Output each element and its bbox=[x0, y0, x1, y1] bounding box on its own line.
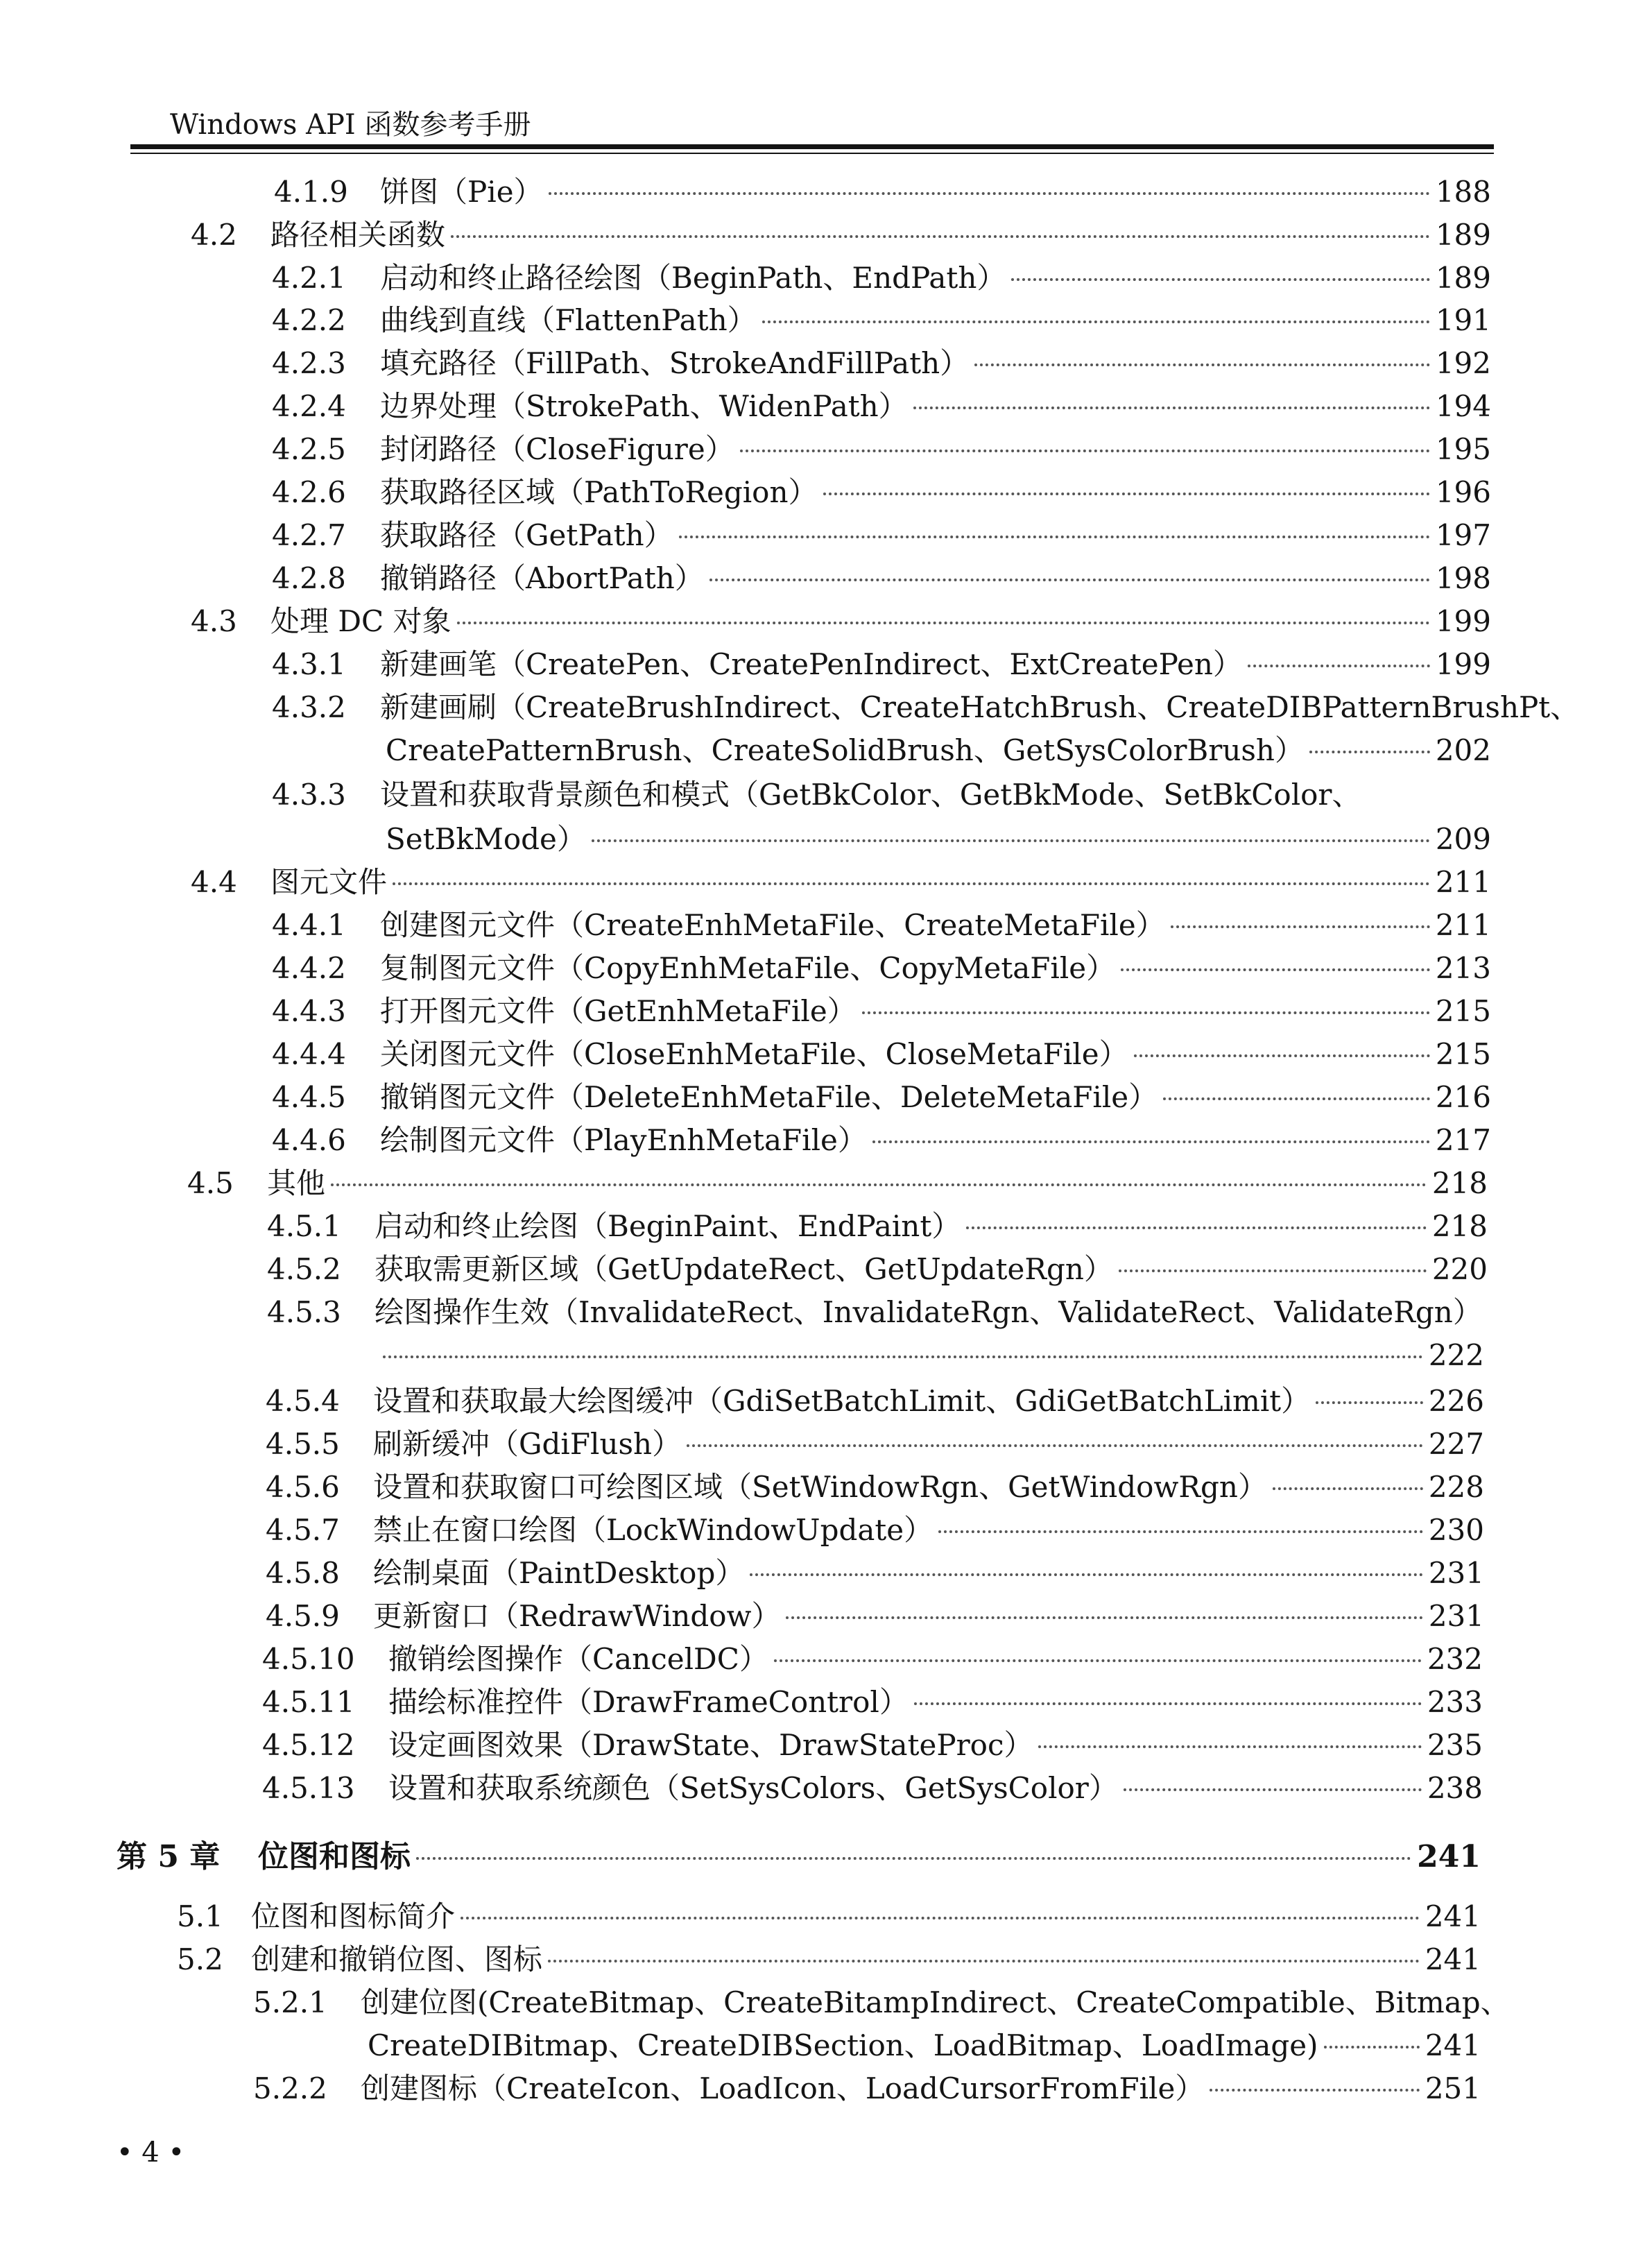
dot-leader bbox=[872, 1140, 1430, 1143]
section-number: 5.2 bbox=[177, 1942, 223, 1976]
section-number: 4.2.7 bbox=[272, 518, 346, 552]
section-title: 饼图（Pie） bbox=[380, 175, 543, 209]
section-title: 关闭图元文件（CloseEnhMetaFile、CloseMetaFile） bbox=[380, 1037, 1128, 1071]
toc-entry bbox=[274, 172, 1491, 212]
chapter-heading bbox=[117, 1837, 1481, 1877]
section-title: 设定画图效果（DrawState、DrawStateProc） bbox=[388, 1728, 1033, 1762]
page-reference: 231 bbox=[1428, 1556, 1484, 1590]
toc-entry bbox=[272, 1077, 1491, 1118]
toc-entry bbox=[272, 1120, 1491, 1161]
page-reference: 188 bbox=[1435, 175, 1491, 209]
section-title: 新建画笔（CreatePen、CreatePenIndirect、ExtCreatePen） bbox=[380, 647, 1242, 681]
dot-leader bbox=[549, 192, 1430, 195]
dot-leader bbox=[709, 579, 1430, 581]
section-title: 图元文件 bbox=[270, 865, 388, 899]
toc-entry bbox=[177, 1940, 1481, 1980]
toc-entry bbox=[266, 1553, 1484, 1593]
dot-leader bbox=[1038, 1745, 1421, 1748]
dot-leader bbox=[774, 1659, 1422, 1662]
running-header: Windows API 函数参考手册 bbox=[170, 109, 531, 141]
section-title: 设置和获取最大绘图缓冲（GdiSetBatchLimit、GdiGetBatchLimit） bbox=[373, 1384, 1311, 1418]
section-title: 获取路径（GetPath） bbox=[380, 518, 673, 552]
dot-leader bbox=[966, 1226, 1427, 1229]
toc-entry bbox=[253, 1983, 1510, 2023]
section-number: 4.5.4 bbox=[266, 1384, 340, 1418]
page-reference: 209 bbox=[1435, 822, 1491, 856]
page-reference: 231 bbox=[1428, 1599, 1484, 1633]
dot-leader bbox=[461, 1917, 1420, 1919]
section-number: 4.5.12 bbox=[262, 1728, 355, 1762]
toc-entry bbox=[267, 1249, 1488, 1290]
dot-leader bbox=[1124, 1788, 1422, 1791]
dot-leader bbox=[548, 1960, 1420, 1962]
page-reference: 228 bbox=[1428, 1470, 1484, 1504]
dot-leader bbox=[1210, 2089, 1420, 2092]
page-reference: 189 bbox=[1435, 218, 1491, 252]
page-reference: 241 bbox=[1425, 2028, 1481, 2062]
page-reference: 191 bbox=[1435, 303, 1491, 337]
toc-entry bbox=[272, 905, 1491, 946]
dot-leader bbox=[974, 363, 1430, 366]
section-number: 4.4.3 bbox=[272, 994, 346, 1028]
dot-leader bbox=[1309, 751, 1430, 753]
page-reference: 195 bbox=[1435, 432, 1491, 466]
section-title: 处理 DC 对象 bbox=[270, 604, 451, 638]
dot-leader bbox=[1171, 925, 1430, 928]
toc-entry bbox=[266, 1596, 1484, 1636]
dot-leader bbox=[1248, 665, 1430, 667]
page-reference: 211 bbox=[1435, 865, 1491, 899]
toc-entry bbox=[177, 1897, 1481, 1937]
section-title: 填充路径（FillPath、StrokeAndFillPath） bbox=[380, 346, 970, 380]
section-title: 其他 bbox=[267, 1166, 326, 1200]
section-number: 4.4.6 bbox=[272, 1123, 346, 1157]
toc-entry bbox=[272, 991, 1491, 1032]
dot-leader bbox=[823, 493, 1430, 495]
page-reference: 232 bbox=[1427, 1642, 1483, 1676]
section-number: 4.2.3 bbox=[272, 346, 346, 380]
toc-entry bbox=[272, 644, 1491, 685]
section-number: 4.5.6 bbox=[266, 1470, 340, 1504]
dot-leader bbox=[1134, 1054, 1430, 1057]
page-number: • 4 • bbox=[117, 2137, 185, 2169]
toc-entry bbox=[266, 1424, 1484, 1464]
section-number: 4.5.3 bbox=[267, 1295, 341, 1329]
section-number: 4.2.6 bbox=[272, 475, 346, 509]
toc-entry bbox=[272, 472, 1491, 513]
section-number: 4.2.2 bbox=[272, 303, 346, 337]
page-reference: 218 bbox=[1431, 1166, 1488, 1200]
toc-entry bbox=[272, 429, 1491, 470]
toc-entry bbox=[272, 515, 1491, 556]
dot-leader bbox=[457, 622, 1430, 624]
page-reference: 199 bbox=[1435, 647, 1491, 681]
dot-leader bbox=[1324, 2046, 1420, 2049]
section-number: 第 5 章 bbox=[117, 1839, 221, 1874]
section-number: 4.5.13 bbox=[262, 1771, 355, 1805]
page-reference: 241 bbox=[1417, 1839, 1481, 1874]
toc-entry bbox=[191, 215, 1491, 255]
section-number: 4.4.1 bbox=[272, 908, 346, 942]
section-number: 4.3 bbox=[191, 604, 237, 638]
section-number: 4.4.2 bbox=[272, 951, 346, 985]
dot-leader bbox=[938, 1530, 1423, 1533]
section-title: 位图和图标 bbox=[258, 1839, 411, 1874]
dot-leader bbox=[1011, 278, 1429, 281]
toc-entry bbox=[266, 1467, 1484, 1507]
page-reference: 196 bbox=[1435, 475, 1491, 509]
page-reference: 251 bbox=[1425, 2071, 1481, 2105]
section-title: 绘图操作生效（InvalidateRect、InvalidateRgn、ValidateRect、ValidateRgn） bbox=[375, 1295, 1482, 1329]
toc-entry bbox=[272, 1034, 1491, 1075]
toc-entry bbox=[272, 300, 1491, 341]
dot-leader bbox=[331, 1183, 1427, 1186]
section-number: 4.3.1 bbox=[272, 647, 346, 681]
dot-leader bbox=[383, 1355, 1423, 1358]
section-title: 设置和获取窗口可绘图区域（SetWindowRgn、GetWindowRgn） bbox=[373, 1470, 1267, 1504]
section-title: 新建画刷（CreateBrushIndirect、CreateHatchBrush、CreateDIBPatternBrushPt、 bbox=[380, 690, 1580, 724]
section-number: 5.2.2 bbox=[253, 2071, 327, 2105]
section-title: 曲线到直线（FlattenPath） bbox=[380, 303, 757, 337]
section-number: 4.3.2 bbox=[272, 690, 346, 724]
section-title: SetBkMode） bbox=[386, 822, 586, 856]
dot-leader bbox=[416, 1857, 1411, 1860]
section-number: 4.1.9 bbox=[274, 175, 348, 209]
section-number: 4.5.1 bbox=[267, 1209, 341, 1243]
toc-entry bbox=[272, 258, 1491, 298]
section-title: 打开图元文件（GetEnhMetaFile） bbox=[380, 994, 857, 1028]
page-reference: 215 bbox=[1435, 1037, 1491, 1071]
section-number: 4.4 bbox=[191, 865, 237, 899]
dot-leader bbox=[393, 882, 1430, 885]
page-reference: 220 bbox=[1431, 1252, 1488, 1286]
section-number: 4.2 bbox=[191, 218, 237, 252]
page-reference: 192 bbox=[1435, 346, 1491, 380]
section-number: 4.4.4 bbox=[272, 1037, 346, 1071]
toc-entry bbox=[272, 558, 1491, 599]
section-title: 创建图标（CreateIcon、LoadIcon、LoadCursorFromFile） bbox=[361, 2071, 1205, 2105]
dot-leader bbox=[1121, 968, 1430, 971]
page-reference: 230 bbox=[1428, 1513, 1484, 1547]
section-title: 撤销绘图操作（CancelDC） bbox=[388, 1642, 768, 1676]
section-title: 创建和撤销位图、图标 bbox=[251, 1942, 543, 1976]
toc-entry bbox=[267, 1292, 1488, 1333]
section-title: 描绘标准控件（DrawFrameControl） bbox=[388, 1685, 909, 1719]
page-reference: 213 bbox=[1435, 951, 1491, 985]
page-reference: 216 bbox=[1435, 1080, 1491, 1114]
section-number: 4.5 bbox=[187, 1166, 234, 1200]
toc-entry bbox=[272, 775, 1491, 815]
toc-entry bbox=[187, 1163, 1488, 1204]
section-number: 4.4.5 bbox=[272, 1080, 346, 1114]
toc-entry bbox=[262, 1639, 1483, 1679]
toc-entry-continuation bbox=[386, 730, 1491, 771]
section-title: 更新窗口（RedrawWindow） bbox=[373, 1599, 781, 1633]
page-reference: 238 bbox=[1427, 1771, 1483, 1805]
section-number: 4.5.2 bbox=[267, 1252, 341, 1286]
section-title: 禁止在窗口绘图（LockWindowUpdate） bbox=[373, 1513, 933, 1547]
section-title: 创建位图(CreateBitmap、CreateBitampIndirect、CreateCompatible、Bitmap、 bbox=[361, 1985, 1510, 2019]
toc-entry bbox=[262, 1768, 1483, 1808]
page-reference: 217 bbox=[1435, 1123, 1491, 1157]
dot-leader bbox=[862, 1011, 1430, 1014]
section-number: 4.2.8 bbox=[272, 561, 346, 595]
toc-entry bbox=[266, 1510, 1484, 1550]
section-title: 复制图元文件（CopyEnhMetaFile、CopyMetaFile） bbox=[380, 951, 1116, 985]
toc-entry bbox=[272, 343, 1491, 384]
dot-leader bbox=[592, 839, 1430, 842]
section-number: 4.3.3 bbox=[272, 778, 346, 812]
toc-entry bbox=[191, 862, 1491, 903]
page-reference: 211 bbox=[1435, 908, 1491, 942]
toc-entry bbox=[266, 1381, 1484, 1421]
dot-leader bbox=[1119, 1269, 1427, 1272]
toc-entry bbox=[191, 601, 1491, 642]
toc-entry bbox=[262, 1725, 1483, 1765]
section-title: 设置和获取系统颜色（SetSysColors、GetSysColor） bbox=[388, 1771, 1118, 1805]
dot-leader bbox=[750, 1573, 1422, 1576]
section-title: 设置和获取背景颜色和模式（GetBkColor、GetBkMode、SetBkColor、 bbox=[380, 778, 1361, 812]
dot-leader bbox=[1163, 1097, 1430, 1100]
toc-entry bbox=[272, 687, 1580, 728]
section-title: 获取路径区域（PathToRegion） bbox=[380, 475, 818, 509]
dot-leader bbox=[451, 235, 1430, 238]
section-title: CreateDIBitmap、CreateDIBSection、LoadBitmap、LoadImage) bbox=[368, 2028, 1318, 2062]
page-reference: 233 bbox=[1427, 1685, 1483, 1719]
page-reference: 241 bbox=[1425, 1899, 1481, 1933]
section-title: 启动和终止路径绘图（BeginPath、EndPath） bbox=[380, 261, 1006, 295]
toc-entry-continuation bbox=[368, 2026, 1481, 2066]
page-reference: 226 bbox=[1428, 1384, 1484, 1418]
page-reference: 241 bbox=[1425, 1942, 1481, 1976]
section-number: 5.1 bbox=[177, 1899, 223, 1933]
page-reference: 202 bbox=[1435, 733, 1491, 767]
toc-entry bbox=[272, 948, 1491, 989]
page-reference: 227 bbox=[1428, 1427, 1484, 1461]
section-number: 4.2.1 bbox=[272, 261, 346, 295]
page-reference: 218 bbox=[1431, 1209, 1488, 1243]
section-title: 刷新缓冲（GdiFlush） bbox=[373, 1427, 682, 1461]
page-reference: 199 bbox=[1435, 604, 1491, 638]
toc-entry bbox=[262, 1682, 1483, 1722]
dot-leader bbox=[740, 450, 1430, 452]
dot-leader bbox=[1273, 1487, 1423, 1490]
section-title: 撤销图元文件（DeleteEnhMetaFile、DeleteMetaFile） bbox=[380, 1080, 1158, 1114]
section-number: 4.2.4 bbox=[272, 389, 346, 423]
section-title: 边界处理（StrokePath、WidenPath） bbox=[380, 389, 908, 423]
section-number: 4.5.11 bbox=[262, 1685, 355, 1719]
section-title: 位图和图标简介 bbox=[251, 1899, 456, 1933]
section-title: 路径相关函数 bbox=[270, 218, 446, 252]
page-reference: 215 bbox=[1435, 994, 1491, 1028]
section-number: 4.2.5 bbox=[272, 432, 346, 466]
section-title: 绘制桌面（PaintDesktop） bbox=[373, 1556, 745, 1590]
page-reference: 222 bbox=[1428, 1338, 1484, 1372]
section-number: 5.2.1 bbox=[253, 1985, 327, 2019]
section-number: 4.5.10 bbox=[262, 1642, 355, 1676]
dot-leader bbox=[914, 1702, 1422, 1705]
page-reference: 194 bbox=[1435, 389, 1491, 423]
toc-entry-continuation bbox=[386, 819, 1491, 859]
toc-entry bbox=[267, 1206, 1488, 1247]
section-number: 4.5.7 bbox=[266, 1513, 340, 1547]
dot-leader bbox=[1316, 1401, 1423, 1404]
section-title: CreatePatternBrush、CreateSolidBrush、GetSysColorBrush） bbox=[386, 733, 1304, 767]
section-title: 获取需更新区域（GetUpdateRect、GetUpdateRgn） bbox=[375, 1252, 1113, 1286]
toc-entry bbox=[272, 386, 1491, 427]
section-title: 启动和终止绘图（BeginPaint、EndPaint） bbox=[375, 1209, 961, 1243]
section-number: 4.5.9 bbox=[266, 1599, 340, 1633]
section-title: 撤销路径（AbortPath） bbox=[380, 561, 704, 595]
page-reference: 198 bbox=[1435, 561, 1491, 595]
toc-entry bbox=[253, 2069, 1481, 2109]
dot-leader bbox=[679, 536, 1430, 538]
toc-entry-continuation bbox=[377, 1335, 1484, 1376]
page-reference: 189 bbox=[1435, 261, 1491, 295]
section-title: 绘制图元文件（PlayEnhMetaFile） bbox=[380, 1123, 867, 1157]
page-reference: 197 bbox=[1435, 518, 1491, 552]
section-number: 4.5.5 bbox=[266, 1427, 340, 1461]
dot-leader bbox=[913, 407, 1430, 409]
section-title: 创建图元文件（CreateEnhMetaFile、CreateMetaFile） bbox=[380, 908, 1165, 942]
section-title: 封闭路径（CloseFigure） bbox=[380, 432, 734, 466]
dot-leader bbox=[687, 1444, 1423, 1447]
dot-leader bbox=[786, 1616, 1422, 1619]
dot-leader bbox=[762, 320, 1430, 323]
section-number: 4.5.8 bbox=[266, 1556, 340, 1590]
page-reference: 235 bbox=[1427, 1728, 1483, 1762]
